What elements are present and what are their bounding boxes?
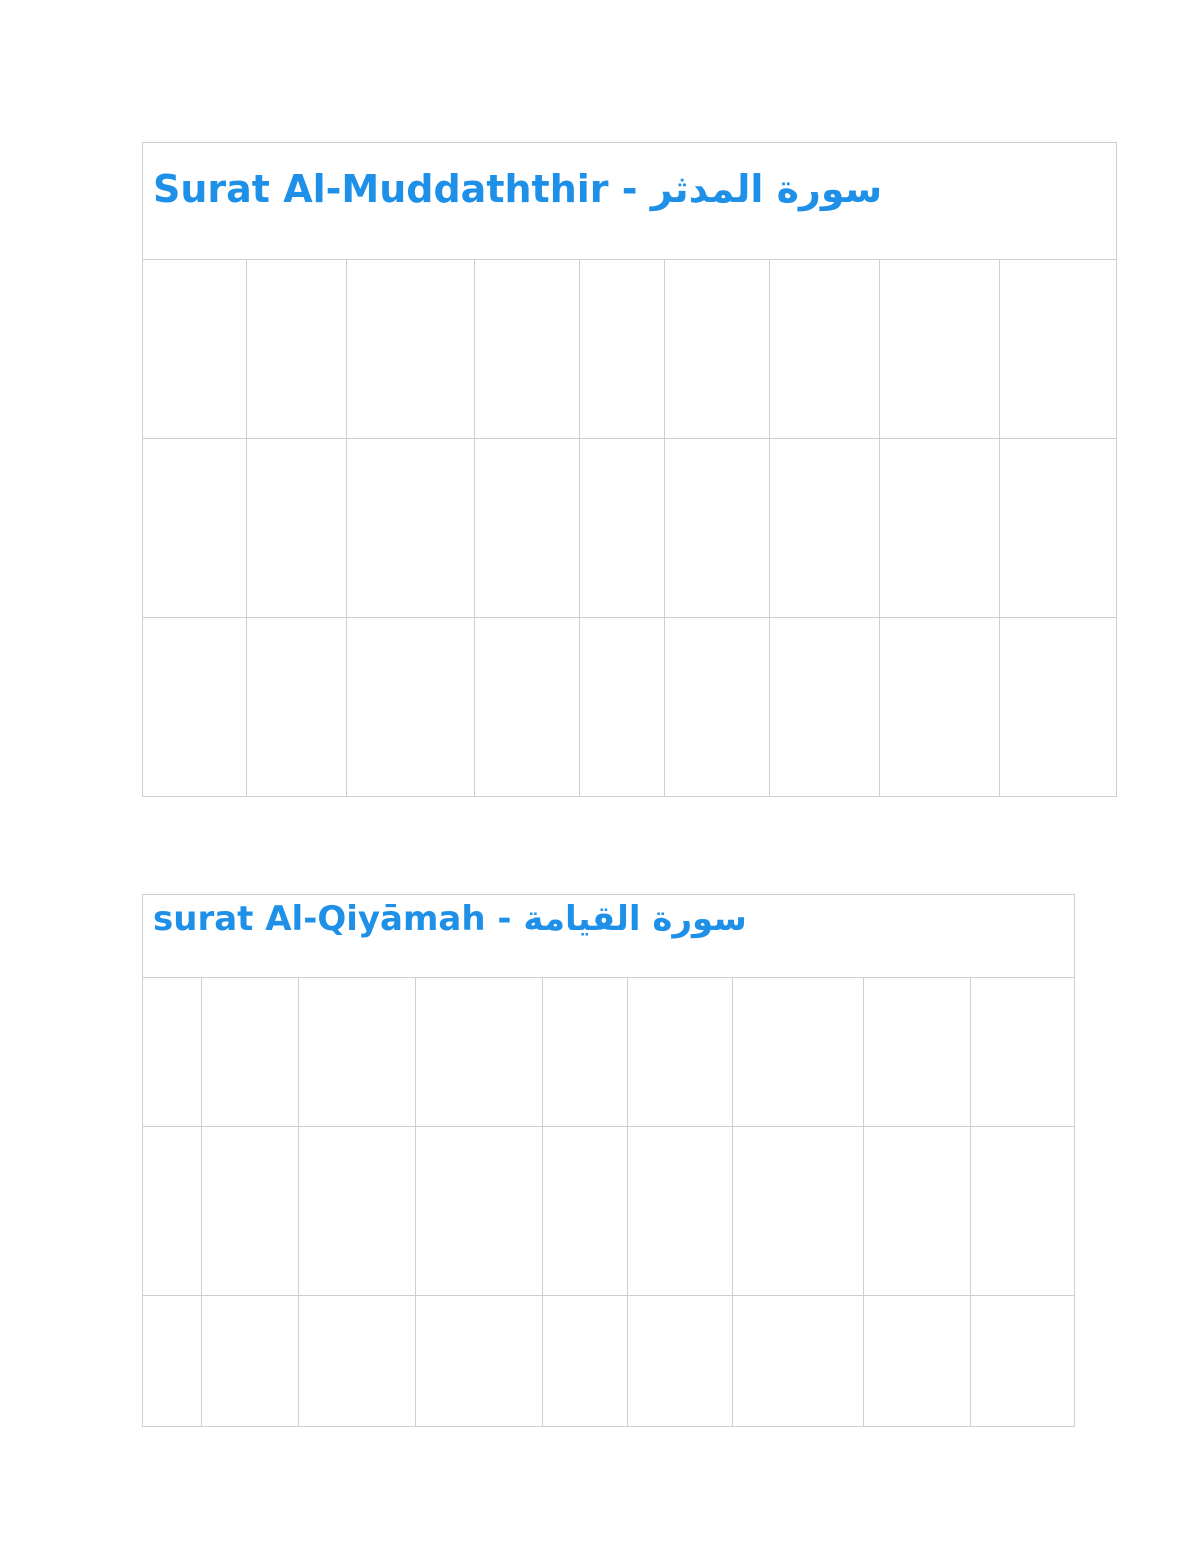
table-cell xyxy=(770,618,880,797)
table-cell xyxy=(143,978,202,1127)
table-cell xyxy=(971,1127,1075,1296)
table-cell xyxy=(143,439,247,618)
table-cell xyxy=(247,618,347,797)
table-cell xyxy=(665,439,770,618)
table-cell xyxy=(770,439,880,618)
table-cell xyxy=(864,1296,971,1427)
table-cell xyxy=(416,1127,543,1296)
table-row xyxy=(143,260,1117,439)
table-cell xyxy=(143,1296,202,1427)
table-row xyxy=(143,1127,1075,1296)
table-cell xyxy=(143,260,247,439)
table-cell xyxy=(475,618,580,797)
table-cell xyxy=(143,618,247,797)
table-cell xyxy=(543,1296,628,1427)
table-cell xyxy=(347,618,475,797)
table-cell xyxy=(733,978,864,1127)
table-cell xyxy=(665,618,770,797)
table-cell xyxy=(880,260,1000,439)
table-cell xyxy=(880,439,1000,618)
table-cell xyxy=(202,1296,299,1427)
table-cell xyxy=(247,439,347,618)
table-cell xyxy=(475,260,580,439)
table-cell xyxy=(665,260,770,439)
table-row xyxy=(143,978,1075,1127)
table-cell xyxy=(416,978,543,1127)
table-cell xyxy=(580,618,665,797)
table-cell xyxy=(299,1296,416,1427)
table-cell xyxy=(543,978,628,1127)
table-cell xyxy=(299,978,416,1127)
table-cell xyxy=(770,260,880,439)
table-cell xyxy=(733,1127,864,1296)
table-cell xyxy=(1000,439,1117,618)
table-cell xyxy=(202,1127,299,1296)
table-row xyxy=(143,618,1117,797)
table-cell xyxy=(202,978,299,1127)
table-cell xyxy=(143,1127,202,1296)
table-title: surat Al-Qiyāmah - سورة القيامة xyxy=(143,895,1075,978)
table-cell xyxy=(1000,618,1117,797)
table-cell xyxy=(628,1296,733,1427)
table-cell xyxy=(475,439,580,618)
table-row xyxy=(143,439,1117,618)
table-row xyxy=(143,1296,1075,1427)
table-cell xyxy=(580,260,665,439)
table-cell xyxy=(733,1296,864,1427)
table-cell xyxy=(628,1127,733,1296)
table-cell xyxy=(628,978,733,1127)
table-cell xyxy=(580,439,665,618)
surah-muddaththir-table xyxy=(142,142,1117,797)
table-cell xyxy=(543,1127,628,1296)
surah-qiyamah-table xyxy=(142,894,1075,1427)
table-cell xyxy=(864,978,971,1127)
table-cell xyxy=(347,260,475,439)
table-cell xyxy=(299,1127,416,1296)
table-title: Surat Al-Muddaththir - سورة المدثر xyxy=(143,143,1117,260)
table-cell xyxy=(1000,260,1117,439)
table-cell xyxy=(347,439,475,618)
table-cell xyxy=(880,618,1000,797)
table-cell xyxy=(971,978,1075,1127)
table-cell xyxy=(247,260,347,439)
table-cell xyxy=(864,1127,971,1296)
table-cell xyxy=(416,1296,543,1427)
table-cell xyxy=(971,1296,1075,1427)
